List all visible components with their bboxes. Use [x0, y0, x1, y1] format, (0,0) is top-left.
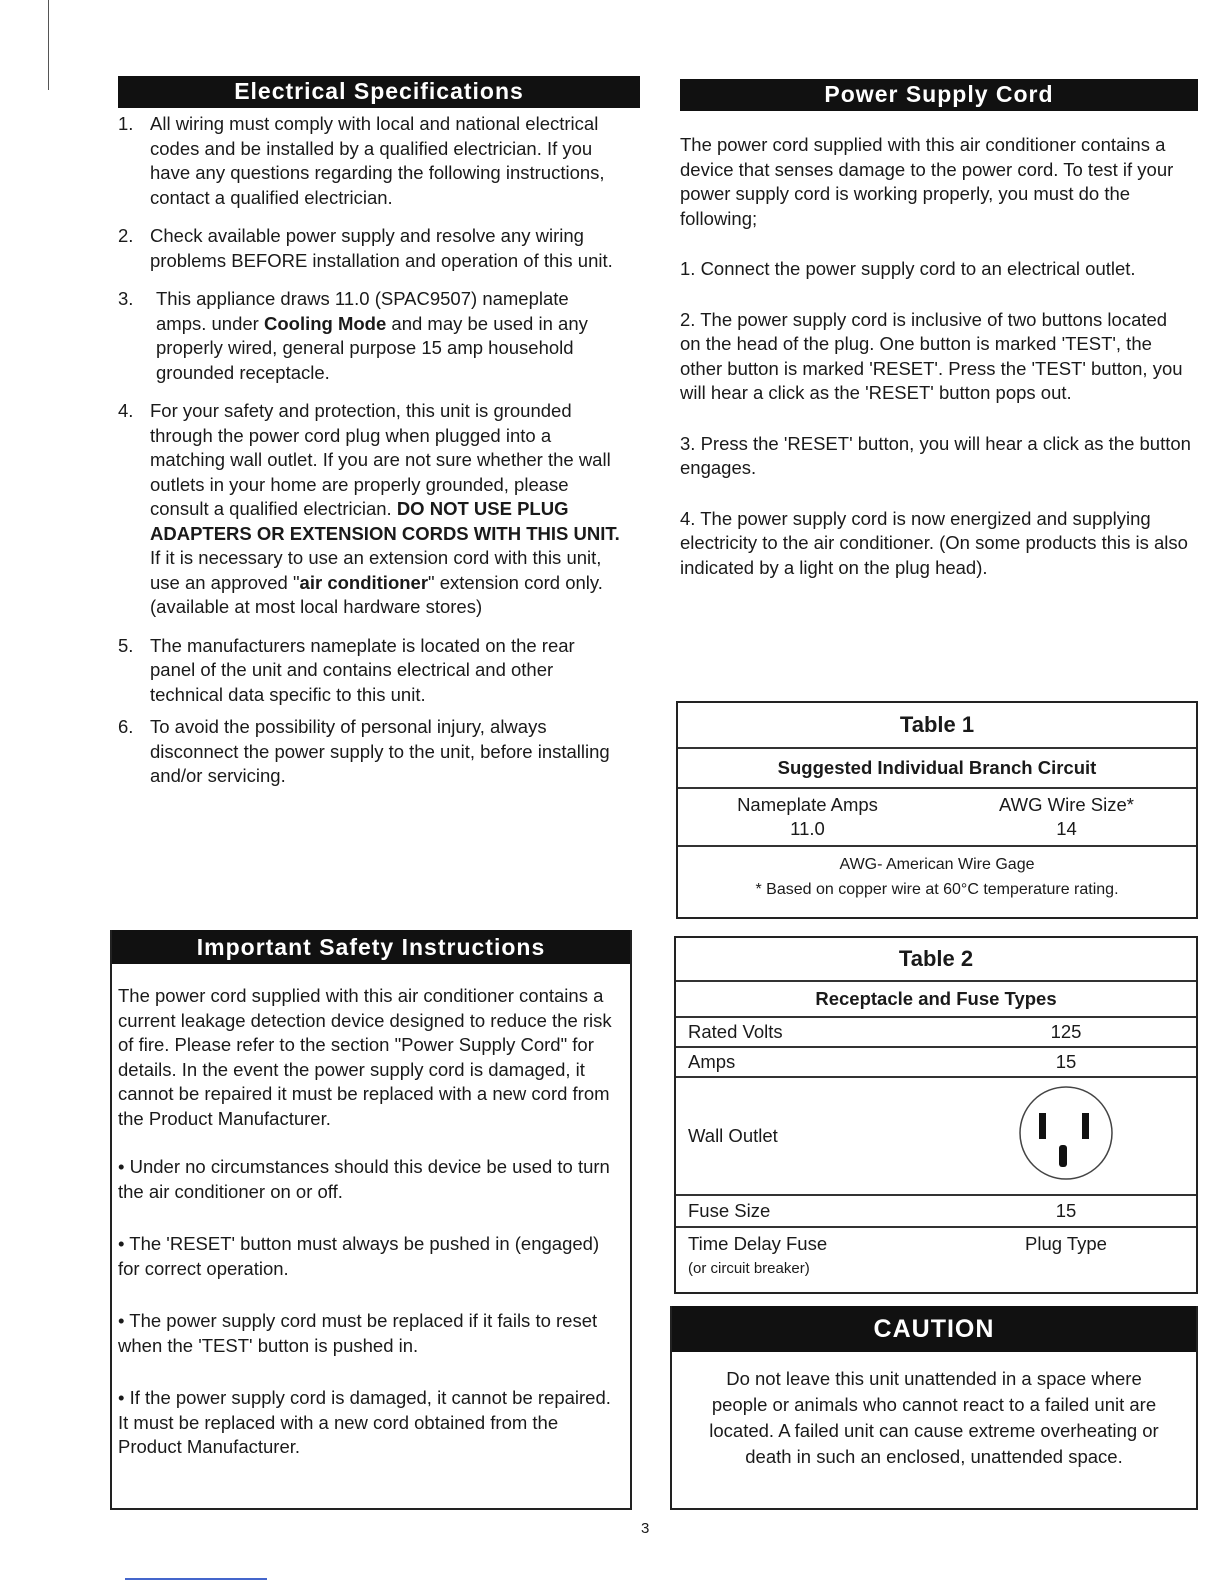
table-row: [676, 1018, 1196, 1048]
safety-body: [112, 964, 630, 1460]
table-cell: 11.0: [790, 818, 825, 839]
item-number: 3.: [118, 288, 134, 309]
table-note: AWG- American Wire Gage: [839, 856, 1035, 873]
list-item: [118, 112, 623, 210]
item-text: Check available power supply and resolve any wiring problems BEFORE installation and operation of this unit.: [150, 225, 613, 271]
table-1-notes: [678, 847, 1196, 902]
safety-paragraph: The power cord supplied with this air conditioner contains a current leakage detection device designed to reduce the risk of fire. Please refer to the section "Power Supply Cord" for details. In the event the power supply cord is damaged, it cannot be repaired it must be replaced with a new cord from the Product Manufacturer.: [118, 985, 612, 1129]
electrical-specs-list: [118, 112, 623, 803]
table-subtitle: Suggested Individual Branch Circuit: [777, 756, 1097, 778]
safety-paragraph: • The power supply cord must be replaced if it fails to reset when the 'TEST' button is pushed in.: [118, 1310, 598, 1356]
wall-outlet-icon: [936, 1083, 1196, 1190]
item-text: If it is necessary to use an extension cord with this unit, use an approved ": [150, 547, 602, 593]
row-label: Wall Outlet: [688, 1124, 778, 1146]
cord-paragraph: The power cord supplied with this air conditioner contains a device that senses damage to the power cord. To test if your power supply cord is working properly, you must do the following;: [680, 134, 1174, 229]
page-number: 3: [641, 1520, 650, 1537]
safety-paragraph: • Under no circumstances should this device be used to turn the air conditioner on or off.: [118, 1156, 610, 1202]
item-text: and may be used in any properly wired, general purpose 15 amp household grounded receptacle.: [156, 312, 588, 383]
safety-heading: Important Safety Instructions: [112, 930, 630, 964]
item-text-bold: Cooling Mode: [263, 312, 387, 334]
column-header: AWG Wire Size*: [999, 793, 1134, 815]
row-value: Plug Type: [1025, 1233, 1107, 1254]
item-number: 4.: [118, 400, 134, 421]
row-value: 125: [1050, 1020, 1082, 1042]
table-1-title-row: [678, 703, 1196, 749]
list-item: [118, 715, 623, 789]
table-title: Table 2: [898, 945, 974, 971]
list-item: [118, 399, 623, 620]
table-2-title-row: [676, 938, 1196, 982]
column-header: Nameplate Amps: [737, 793, 878, 815]
caution-heading: CAUTION: [672, 1306, 1196, 1352]
table-1-data-row: [678, 789, 1196, 847]
item-text: This appliance draws 11.0 (SPAC9507) nameplate amps. under: [156, 288, 569, 334]
cord-paragraph: 3. Press the 'RESET' button, you will hear a click as the button engages.: [680, 432, 1191, 478]
item-number: 6.: [118, 716, 134, 737]
item-number: 2.: [118, 225, 134, 246]
table-note: * Based on copper wire at 60°C temperature rating.: [755, 880, 1119, 898]
row-value: 15: [1055, 1050, 1077, 1072]
item-text: " extension cord only. (available at most local hardware stores): [150, 571, 603, 617]
table-title: Table 1: [899, 711, 975, 737]
caution-box: [670, 1306, 1198, 1510]
electrical-specs-heading: Electrical Specifications: [118, 76, 640, 108]
cord-paragraph: 4. The power supply cord is now energized and supplying electricity to the air conditioner. (On some products this is also indicated by a light on the plug head).: [680, 507, 1188, 578]
item-text: To avoid the possibility of personal injury, always disconnect the power supply to the unit, before installing and/or servicing.: [150, 716, 610, 786]
list-item: [118, 287, 623, 385]
safety-box: [110, 930, 632, 1510]
list-item: [118, 224, 623, 273]
row-value: 15: [1055, 1199, 1077, 1221]
scan-edge-line: [48, 0, 49, 90]
row-label: Fuse Size: [688, 1199, 771, 1221]
item-number: 5.: [118, 634, 134, 656]
table-row: [676, 1196, 1196, 1228]
table-row: [676, 1078, 1196, 1196]
scan-artifact-line: [125, 1578, 267, 1580]
table-1: [676, 701, 1198, 919]
power-cord-heading: Power Supply Cord: [680, 79, 1198, 111]
row-sublabel: (or circuit breaker): [688, 1259, 810, 1277]
cord-paragraph: 1. Connect the power supply cord to an electrical outlet.: [680, 258, 1136, 279]
table-row: [676, 1228, 1196, 1294]
item-text: For your safety and protection, this unit is grounded through the power cord plug when plugged into a matching wall outlet. If you are not sure whether the wall outlets in your home are properly grounded, please consult a qualified electrician.: [150, 400, 611, 519]
row-label: Rated Volts: [688, 1020, 783, 1042]
table-row: [676, 1048, 1196, 1078]
table-2: [674, 936, 1198, 1294]
item-text: The manufacturers nameplate is located on the rear panel of the unit and contains electrical and other technical data specific to this unit.: [150, 634, 575, 705]
table-cell: 14: [1056, 818, 1077, 839]
safety-paragraph: • If the power supply cord is damaged, it cannot be repaired. It must be replaced with a new cord obtained from the Product Manufacturer.: [118, 1387, 611, 1457]
item-text-bold: air conditioner: [299, 571, 429, 593]
caution-text: Do not leave this unit unattended in a space where people or animals who cannot react to a failed unit are located. A failed unit can cause extreme overheating or death in such an enclosed, unattended space.: [709, 1368, 1159, 1467]
table-2-subtitle-row: [676, 982, 1196, 1018]
item-text: All wiring must comply with local and national electrical codes and be installed by a qualified electrician. If you have any questions regarding the following instructions, contact a qualified electrician.: [150, 113, 605, 208]
item-number: 1.: [118, 113, 134, 134]
power-cord-body: [680, 133, 1192, 580]
table-subtitle: Receptacle and Fuse Types: [815, 987, 1057, 1009]
cord-paragraph: 2. The power supply cord is inclusive of two buttons located on the head of the plug. One button is marked 'TEST', the other button is marked 'RESET'. Press the 'TEST' button, you will hear a click as the 'RESET' button pops out.: [680, 308, 1183, 403]
row-label: Time Delay Fuse: [688, 1233, 828, 1254]
list-item: [118, 634, 623, 708]
safety-paragraph: • The 'RESET' button must always be pushed in (engaged) for correct operation.: [118, 1233, 600, 1279]
table-1-subtitle-row: [678, 749, 1196, 789]
item-text-bold: DO NOT USE PLUG ADAPTERS OR EXTENSION CORDS WITH THIS UNIT.: [150, 498, 620, 544]
row-label: Amps: [688, 1050, 736, 1072]
